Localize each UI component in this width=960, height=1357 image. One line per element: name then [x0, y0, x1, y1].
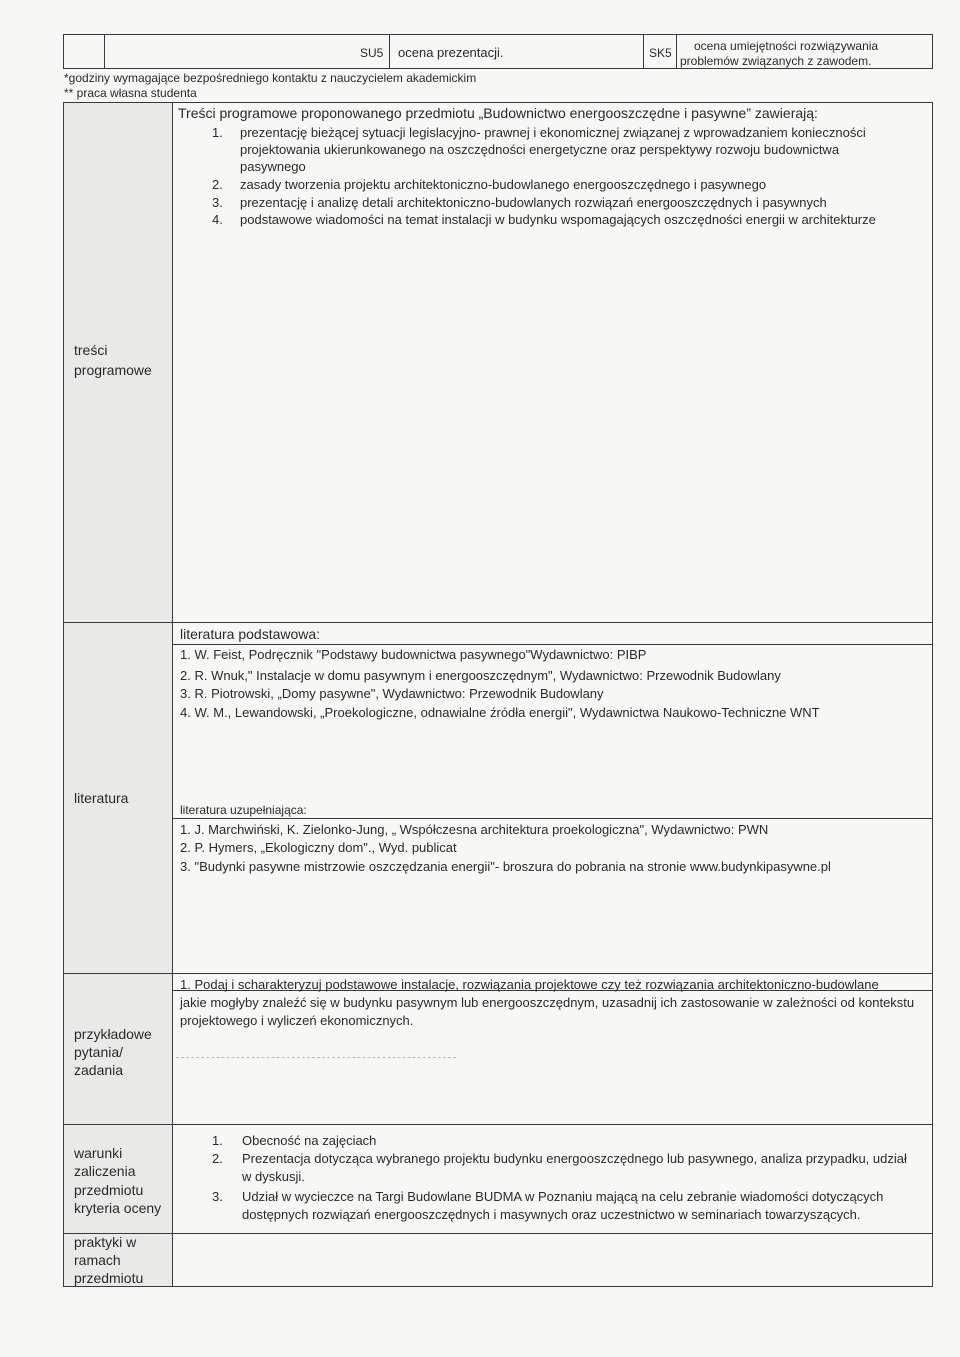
su-assessment-text: ocena prezentacji.	[398, 45, 504, 60]
pytania-label-line-1: przykładowe	[74, 1026, 152, 1042]
list-item-number: 3.	[212, 1189, 223, 1204]
list-item-number: 2.	[212, 177, 223, 192]
list-item-text: w dyskusji.	[242, 1169, 305, 1184]
list-item: 3. "Budynki pasywne mistrzowie oszczędzania energii"- broszura do pobrania na stronie www.budynkipasywne.pl	[180, 859, 831, 874]
praktyki-label-line-3: przedmiotu	[74, 1270, 144, 1286]
list-item: 2. P. Hymers, „Ekologiczny dom"., Wyd. publicat	[180, 840, 457, 855]
warunki-label-line-4: kryteria oceny	[74, 1200, 162, 1216]
list-item: 1. W. Feist, Podręcznik "Podstawy budownictwa pasywnego"Wydawnictwo: PIBP	[180, 647, 647, 662]
literatura-basic-heading: literatura podstawowa:	[180, 626, 321, 642]
pytania-label-line-2: pytania/	[74, 1044, 124, 1060]
sk-code: SK5	[649, 46, 672, 60]
sk-assessment-line-2: problemów związanych z zawodem.	[680, 54, 872, 68]
list-item-number: 3.	[212, 195, 223, 210]
list-item-number: 4.	[212, 212, 223, 227]
sk-assessment-line-1: ocena umiejętności rozwiązywania	[694, 39, 879, 53]
praktyki-label-line-2: ramach	[74, 1252, 121, 1268]
list-item-number: 2.	[212, 1151, 223, 1166]
literatura-label: literatura	[74, 790, 129, 806]
list-item: 1. J. Marchwiński, K. Zielonko-Jung, „ Współczesna architektura proekologiczna", Wydawnictwo: PWN	[180, 822, 769, 837]
list-item-text: zasady tworzenia projektu architektoniczno-budowlanego energooszczędnego i pasywnego	[240, 177, 767, 192]
list-item-text: Obecność na zajęciach	[242, 1133, 377, 1148]
list-item: 3. R. Piotrowski, „Domy pasywne", Wydawnictwo: Przewodnik Budowlany	[180, 686, 604, 701]
question-line: jakie mogłyby znaleźć się w budynku pasywnym lub energooszczędnym, uzasadnij ich zastosowanie w zależności od kontekstu	[180, 995, 915, 1010]
list-item-text: prezentację bieżącej sytuacji legislacyjno- prawnej i ekonomicznej związanej z wprowadzaniem konieczności	[240, 125, 866, 140]
footnote-own-work: ** praca własna studenta	[64, 86, 197, 100]
list-item-text: Prezentacja dotycząca wybranego projektu budynku energooszczędnego lub pasywnego, analiza przypadku, udział	[242, 1151, 907, 1166]
list-item-number: 1.	[212, 125, 223, 140]
su-code: SU5	[360, 46, 384, 60]
list-item-text: prezentację i analizę detali architektoniczno-budowlanych rozwiązań energooszczędnych i pasywnych	[240, 195, 827, 210]
list-item-text: podstawowe wiadomości na temat instalacji w budynku wspomagających oszczędności energii w architekturze	[240, 212, 876, 227]
praktyki-label-line-1: praktyki w	[74, 1234, 137, 1250]
literatura-supp-heading: literatura uzupełniająca:	[180, 803, 307, 817]
tresci-label-line-1: treści	[74, 342, 108, 358]
footnote-contact-hours: *godziny wymagające bezpośredniego kontaktu z nauczycielem akademickim	[64, 71, 477, 85]
warunki-label-line-1: warunki	[74, 1145, 123, 1161]
list-item-number: 1.	[212, 1133, 223, 1148]
warunki-label-line-2: zaliczenia	[74, 1163, 136, 1179]
list-item: 2. R. Wnuk," Instalacje w domu pasywnym i energooszczędnym", Wydawnictwo: Przewodnik Budowlany	[180, 668, 781, 683]
warunki-label-line-3: przedmiotu	[74, 1182, 144, 1198]
pytania-label-line-3: zadania	[74, 1062, 124, 1078]
list-item-text: Udział w wycieczce na Targi Budowlane BUDMA w Poznaniu mającą na celu zebranie wiadomości dotyczących	[242, 1189, 884, 1204]
list-item: 4. W. M., Lewandowski, „Proekologiczne, odnawialne źródła energii", Wydawnictwa Naukowo-Techniczne WNT	[180, 705, 820, 720]
question-line: projektowego i wyliczeń ekonomicznych.	[180, 1013, 414, 1028]
list-item-text: projektowania ukierunkowanego na oszczędności energetyczne oraz perspektywy rozwoju budownictwa	[240, 142, 840, 157]
question-line: 1. Podaj i scharakteryzuj podstawowe instalacje, rozwiązania projektowe czy też rozwiązania architektoniczno-budowlane	[180, 977, 879, 992]
tresci-label-line-2: programowe	[74, 362, 152, 378]
tresci-intro: Treści programowe proponowanego przedmiotu „Budownictwo energooszczędne i pasywne” zawierają:	[178, 105, 818, 121]
list-item-text: dostępnych rozwiązań energooszczędnych i masywnych oraz uczestnictwo w seminariach towarzyszących.	[242, 1207, 861, 1222]
list-item-text: pasywnego	[240, 159, 306, 174]
